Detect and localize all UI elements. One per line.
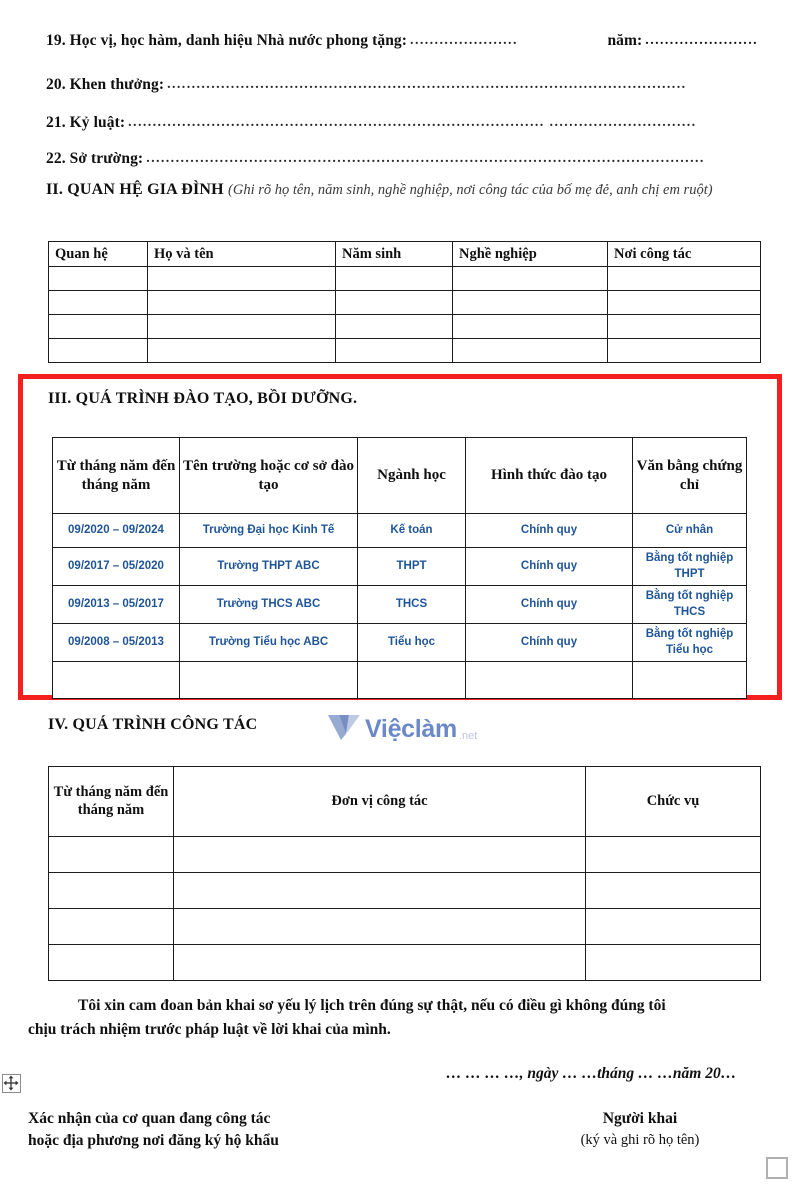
form-line-22 [46,150,758,168]
cell-certificate[interactable] [633,662,747,699]
cell-position[interactable] [586,837,761,873]
signature-block-left [28,1108,279,1153]
watermark-text: Việclàm [365,715,457,743]
cell-period[interactable]: 09/2013 – 05/2017 [53,586,180,624]
col-header-major: Ngành học [358,438,466,514]
cell-period[interactable]: 09/2017 – 05/2020 [53,548,180,586]
cell[interactable] [49,339,148,363]
cell[interactable] [148,339,336,363]
cell[interactable] [49,315,148,339]
cell-certificate[interactable]: Bằng tốt nghiệp THCS [633,586,747,624]
cell[interactable] [336,267,453,291]
closing-line-1: Tôi xin cam đoan bản khai sơ yếu lý lịch trên đúng sự thật, nếu có điều gì không đúng tôi [78,997,666,1014]
cell[interactable] [608,315,761,339]
cell[interactable] [49,267,148,291]
col-header-workplace: Nơi công tác [608,242,761,267]
cell[interactable] [453,339,608,363]
table-header-row [53,438,747,514]
col-header-unit: Đơn vị công tác [174,767,586,837]
cell[interactable] [148,291,336,315]
cell[interactable] [453,315,608,339]
signature-right-line-1: Người khai [602,1110,678,1127]
col-header-period: Từ tháng năm đến tháng năm [49,767,174,837]
section-ii-heading [26,178,768,201]
table-row[interactable] [53,624,747,662]
cell-training-form[interactable]: Chính quy [466,624,633,662]
table-row[interactable] [53,662,747,699]
signature-left-line-2: hoặc địa phương nơi đăng ký hộ khẩu [28,1132,279,1150]
form-line-21-label: 21. Kỷ luật: [46,114,126,131]
cell-major[interactable]: THPT [358,548,466,586]
cell[interactable] [608,267,761,291]
section-ii-note: (Ghi rõ họ tên, năm sinh, nghề nghiệp, nơi công tác của bố mẹ đẻ, anh chị em ruột) [228,182,713,198]
col-header-fullname: Họ và tên [148,242,336,267]
col-header-certificate: Văn bằng chứng chỉ [633,438,747,514]
cell-school[interactable]: Trường THPT ABC [180,548,358,586]
table-row[interactable] [49,291,761,315]
table-move-handle-icon[interactable] [2,1074,21,1093]
cell[interactable] [148,315,336,339]
signature-left-line-1: Xác nhận của cơ quan đang công tác [28,1110,271,1127]
work-history-table [48,766,761,981]
section-ii-title: II. QUAN HỆ GIA ĐÌNH [46,181,224,198]
cell-unit[interactable] [174,837,586,873]
table-header-row [49,242,761,267]
cell-certificate[interactable]: Bằng tốt nghiệp THPT [633,548,747,586]
table-row[interactable] [49,339,761,363]
table-row[interactable] [49,837,761,873]
cell-position[interactable] [586,909,761,945]
cell[interactable] [148,267,336,291]
table-row[interactable] [53,586,747,624]
form-line-19-label: 19. Học vị, học hàm, danh hiệu Nhà nước phong tặng: [46,32,408,49]
family-relations-table [48,241,761,363]
table-row[interactable] [53,548,747,586]
col-header-relation: Quan hệ [49,242,148,267]
cell-school[interactable] [180,662,358,699]
form-line-20-label: 20. Khen thưởng: [46,76,165,93]
cell-period[interactable]: 09/2008 – 05/2013 [53,624,180,662]
cell-training-form[interactable]: Chính quy [466,548,633,586]
cell-training-form[interactable]: Chính quy [466,514,633,548]
cell-school[interactable]: Trường THCS ABC [180,586,358,624]
cell-major[interactable]: Tiểu học [358,624,466,662]
signature-right-line-2: (ký và ghi rõ họ tên) [580,1132,700,1149]
cell-school[interactable]: Trường Đại học Kinh Tế [180,514,358,548]
cell-position[interactable] [586,945,761,981]
date-placeholder-line: … … … …, ngày … …tháng … …năm 20… [446,1065,737,1082]
form-line-22-label: 22. Sở trường: [46,150,144,167]
cell[interactable] [336,315,453,339]
closing-line-2: chịu trách nhiệm trước pháp luật về lời khai của mình. [28,1021,391,1039]
form-line-19 [46,32,758,50]
col-header-training-form: Hình thức đào tạo [466,438,633,514]
cell-period[interactable] [49,909,174,945]
cell-period[interactable] [49,837,174,873]
form-line-19-dots2: ....................... [645,33,758,48]
table-row[interactable] [49,267,761,291]
form-line-19-tail: năm: [607,32,643,49]
closing-declaration [28,994,758,1042]
form-line-21-dots: ..................................................................................... .............................. [128,115,697,130]
cell-position[interactable] [586,873,761,909]
cell-training-form[interactable]: Chính quy [466,586,633,624]
col-header-position: Chức vụ [586,767,761,837]
watermark-vieclam-net [327,713,479,746]
table-header-row [49,767,761,837]
cell-certificate[interactable]: Cử nhân [633,514,747,548]
form-line-20 [46,76,758,94]
cell[interactable] [336,291,453,315]
training-history-table [52,437,747,699]
col-header-birthyear: Năm sinh [336,242,453,267]
table-resize-handle-icon[interactable] [766,1157,788,1179]
cell[interactable] [453,267,608,291]
table-row[interactable] [53,514,747,548]
cell-training-form[interactable] [466,662,633,699]
section-iv-heading: IV. QUÁ TRÌNH CÔNG TÁC [48,716,258,733]
col-header-period: Từ tháng năm đến tháng năm [53,438,180,514]
cell[interactable] [453,291,608,315]
watermark-suffix: .net [458,729,478,742]
table-row[interactable] [49,909,761,945]
cell-period[interactable] [49,873,174,909]
cell-certificate[interactable]: Bằng tốt nghiệp Tiểu học [633,624,747,662]
form-line-19-dots: ...................... [410,33,518,48]
cell[interactable] [49,291,148,315]
cell[interactable] [608,339,761,363]
cell-unit[interactable] [174,945,586,981]
col-header-school: Tên trường hoặc cơ sở đào tạo [180,438,358,514]
table-row[interactable] [49,315,761,339]
cell-major[interactable] [358,662,466,699]
section-iii-heading: III. QUÁ TRÌNH ĐÀO TẠO, BỒI DƯỠNG. [48,390,358,407]
cell-school[interactable]: Trường Tiểu học ABC [180,624,358,662]
cell-unit[interactable] [174,909,586,945]
col-header-occupation: Nghề nghiệp [453,242,608,267]
cell-period[interactable] [53,662,180,699]
cell-major[interactable]: Kế toán [358,514,466,548]
cell[interactable] [608,291,761,315]
form-line-21 [46,114,758,132]
form-line-20-dots: .......................................................................................................... [167,77,687,92]
table-row[interactable] [49,945,761,981]
cell-unit[interactable] [174,873,586,909]
table-row[interactable] [49,873,761,909]
cell[interactable] [336,339,453,363]
checkmark-logo-icon [327,713,361,746]
cell-major[interactable]: THCS [358,586,466,624]
cell-period[interactable] [49,945,174,981]
form-line-22-dots: .................................................................................................................. [146,151,705,166]
cell-period[interactable]: 09/2020 – 09/2024 [53,514,180,548]
signature-block-right [540,1108,740,1151]
